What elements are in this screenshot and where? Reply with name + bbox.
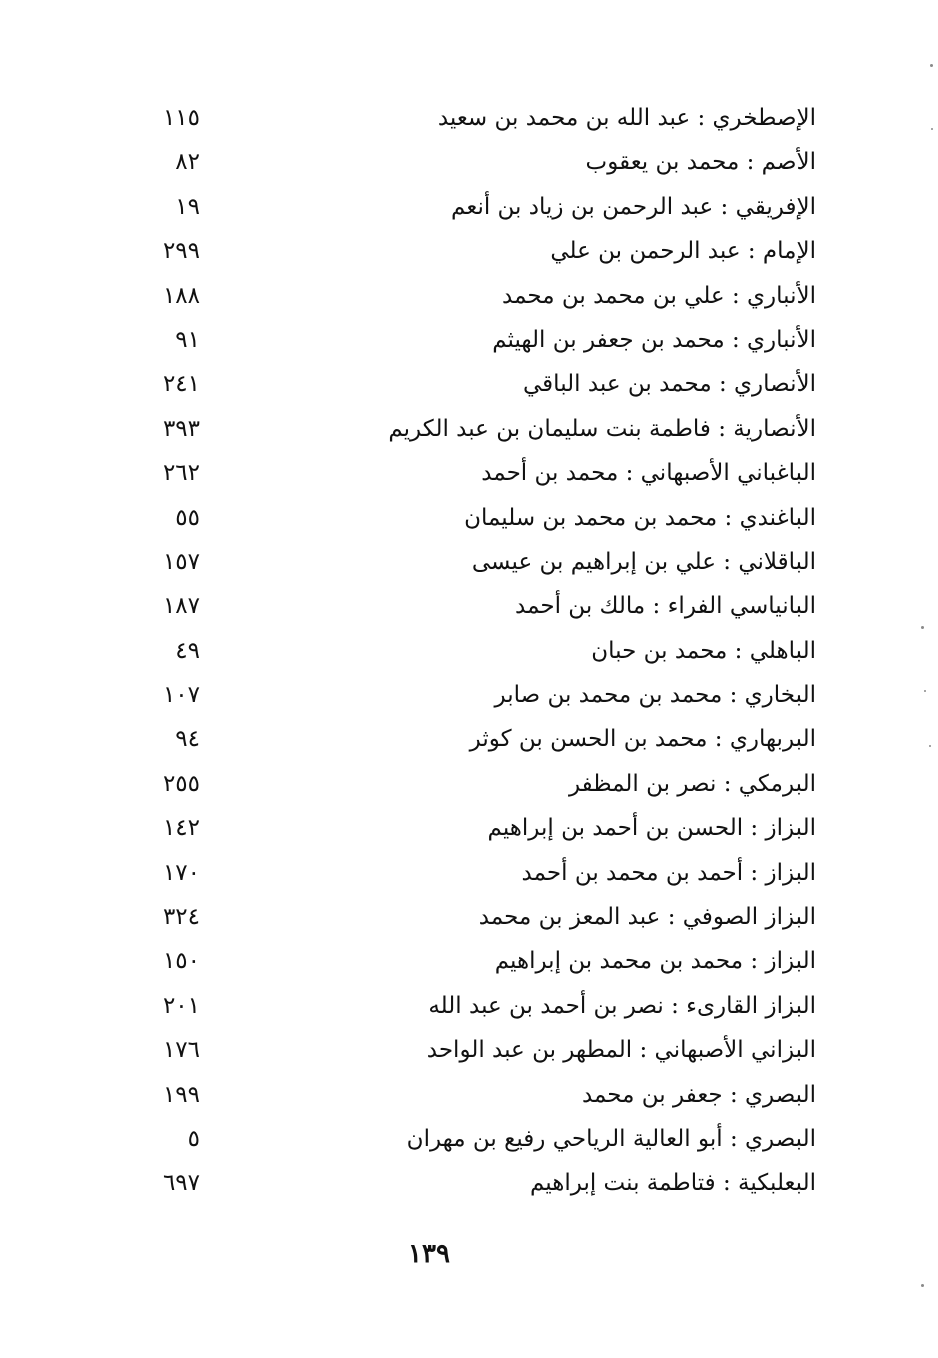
index-entry [140, 897, 816, 941]
entry-page-number: ١٨٧ [162, 593, 200, 620]
index-entry [140, 320, 816, 364]
index-entry [140, 853, 816, 897]
entry-name: الإمام : عبد الرحمن بن علي [550, 238, 816, 265]
index-entry [140, 364, 816, 408]
entry-page-number: ١٩٩ [162, 1081, 200, 1108]
entry-name: البرمكي : نصر بن المظفر [568, 770, 816, 797]
index-entry [140, 1030, 816, 1074]
entry-name: البزاز : محمد بن محمد بن إبراهيم [494, 948, 816, 975]
entry-name: الأصم : محمد بن يعقوب [585, 149, 816, 176]
entry-name: الأنباري : محمد بن جعفر بن الهيثم [492, 326, 816, 353]
entry-name: البزاز : الحسن بن أحمد بن إبراهيم [487, 815, 816, 842]
index-entry [140, 675, 816, 719]
index-entry [140, 764, 816, 808]
margin-speck [931, 128, 933, 130]
entry-name: البربهاري : محمد بن الحسن بن كوثر [469, 726, 816, 753]
index-entry [140, 586, 816, 630]
entry-page-number: ١٥٧ [162, 548, 200, 575]
entry-page-number: ١٧٦ [162, 1037, 200, 1064]
entry-page-number: ١٩ [175, 193, 200, 220]
index-entry [140, 1119, 816, 1163]
entry-page-number: ٢٦٢ [162, 460, 200, 487]
entry-page-number: ٤٩ [175, 637, 200, 664]
entry-page-number: ١٨٨ [162, 282, 200, 309]
entry-name: البصري : أبو العالية الرياحي رفيع بن مهران [406, 1125, 816, 1152]
entry-name: الباقلاني : علي بن إبراهيم بن عيسى [471, 548, 816, 575]
entry-page-number: ١٠٧ [162, 682, 200, 709]
margin-speck [921, 1284, 924, 1287]
entry-name: الأنباري : علي بن محمد بن محمد [502, 282, 816, 309]
entry-page-number: ٢٥٥ [162, 770, 200, 797]
index-entry [140, 631, 816, 675]
margin-speck [924, 690, 926, 692]
entry-name: الباغندي : محمد بن محمد بن سليمان [464, 504, 816, 531]
entry-page-number: ٥ [187, 1125, 200, 1152]
entry-name: البزاز الصوفي : عبد المعز بن محمد [478, 904, 816, 931]
margin-speck [921, 626, 924, 629]
entry-name: البزاز : أحمد بن محمد بن أحمد [521, 859, 816, 886]
index-entry [140, 941, 816, 985]
entry-page-number: ٣٩٣ [162, 415, 200, 442]
entry-page-number: ٢٤١ [162, 371, 200, 398]
entry-name: البعلبكية : فتاطمة بنت إبراهيم [529, 1170, 816, 1197]
entry-page-number: ١٥٠ [162, 948, 200, 975]
index-entry [140, 98, 816, 142]
index-entry [140, 808, 816, 852]
index-entry [140, 231, 816, 275]
entry-page-number: ٦٩٧ [162, 1170, 200, 1197]
index-entry [140, 453, 816, 497]
entry-name: البزاني الأصبهاني : المطهر بن عبد الواحد [426, 1037, 816, 1064]
entry-page-number: ١٧٠ [162, 859, 200, 886]
index-list [140, 98, 816, 1208]
index-entry [140, 187, 816, 231]
index-entry [140, 1163, 816, 1207]
entry-name: البخاري : محمد بن محمد بن صابر [494, 682, 816, 709]
entry-name: البزاز القارىء : نصر بن أحمد بن عبد الله [428, 992, 816, 1019]
entry-name: الأنصاري : محمد بن عبد الباقي [523, 371, 816, 398]
entry-name: الباهلي : محمد بن حبان [591, 637, 816, 664]
entry-page-number: ٣٢٤ [162, 904, 200, 931]
entry-page-number: ٩٤ [175, 726, 200, 753]
margin-speck [930, 64, 933, 67]
index-entry [140, 142, 816, 186]
entry-name: الإفريقي : عبد الرحمن بن زياد بن أنعم [451, 193, 816, 220]
entry-name: الأنصارية : فاطمة بنت سليمان بن عبد الكريم [388, 415, 816, 442]
page-number: ١٣٩ [408, 1239, 450, 1269]
entry-page-number: ١٤٢ [162, 815, 200, 842]
entry-page-number: ٢٠١ [162, 992, 200, 1019]
index-entry [140, 1075, 816, 1119]
index-entry [140, 276, 816, 320]
entry-name: البصري : جعفر بن محمد [581, 1081, 816, 1108]
entry-name: البانياسي الفراء : مالك بن أحمد [515, 593, 816, 620]
entry-page-number: ٩١ [175, 326, 200, 353]
entry-page-number: ٨٢ [175, 149, 200, 176]
entry-page-number: ٥٥ [175, 504, 200, 531]
entry-page-number: ١١٥ [162, 105, 200, 131]
entry-name: الإصطخري : عبد الله بن محمد بن سعيد [437, 105, 816, 131]
entry-page-number: ٢٩٩ [162, 238, 200, 265]
margin-speck [929, 745, 931, 747]
index-entry [140, 542, 816, 586]
index-entry [140, 719, 816, 763]
index-entry [140, 986, 816, 1030]
index-entry [140, 409, 816, 453]
index-entry [140, 498, 816, 542]
entry-name: الباغباني الأصبهاني : محمد بن أحمد [481, 460, 816, 487]
